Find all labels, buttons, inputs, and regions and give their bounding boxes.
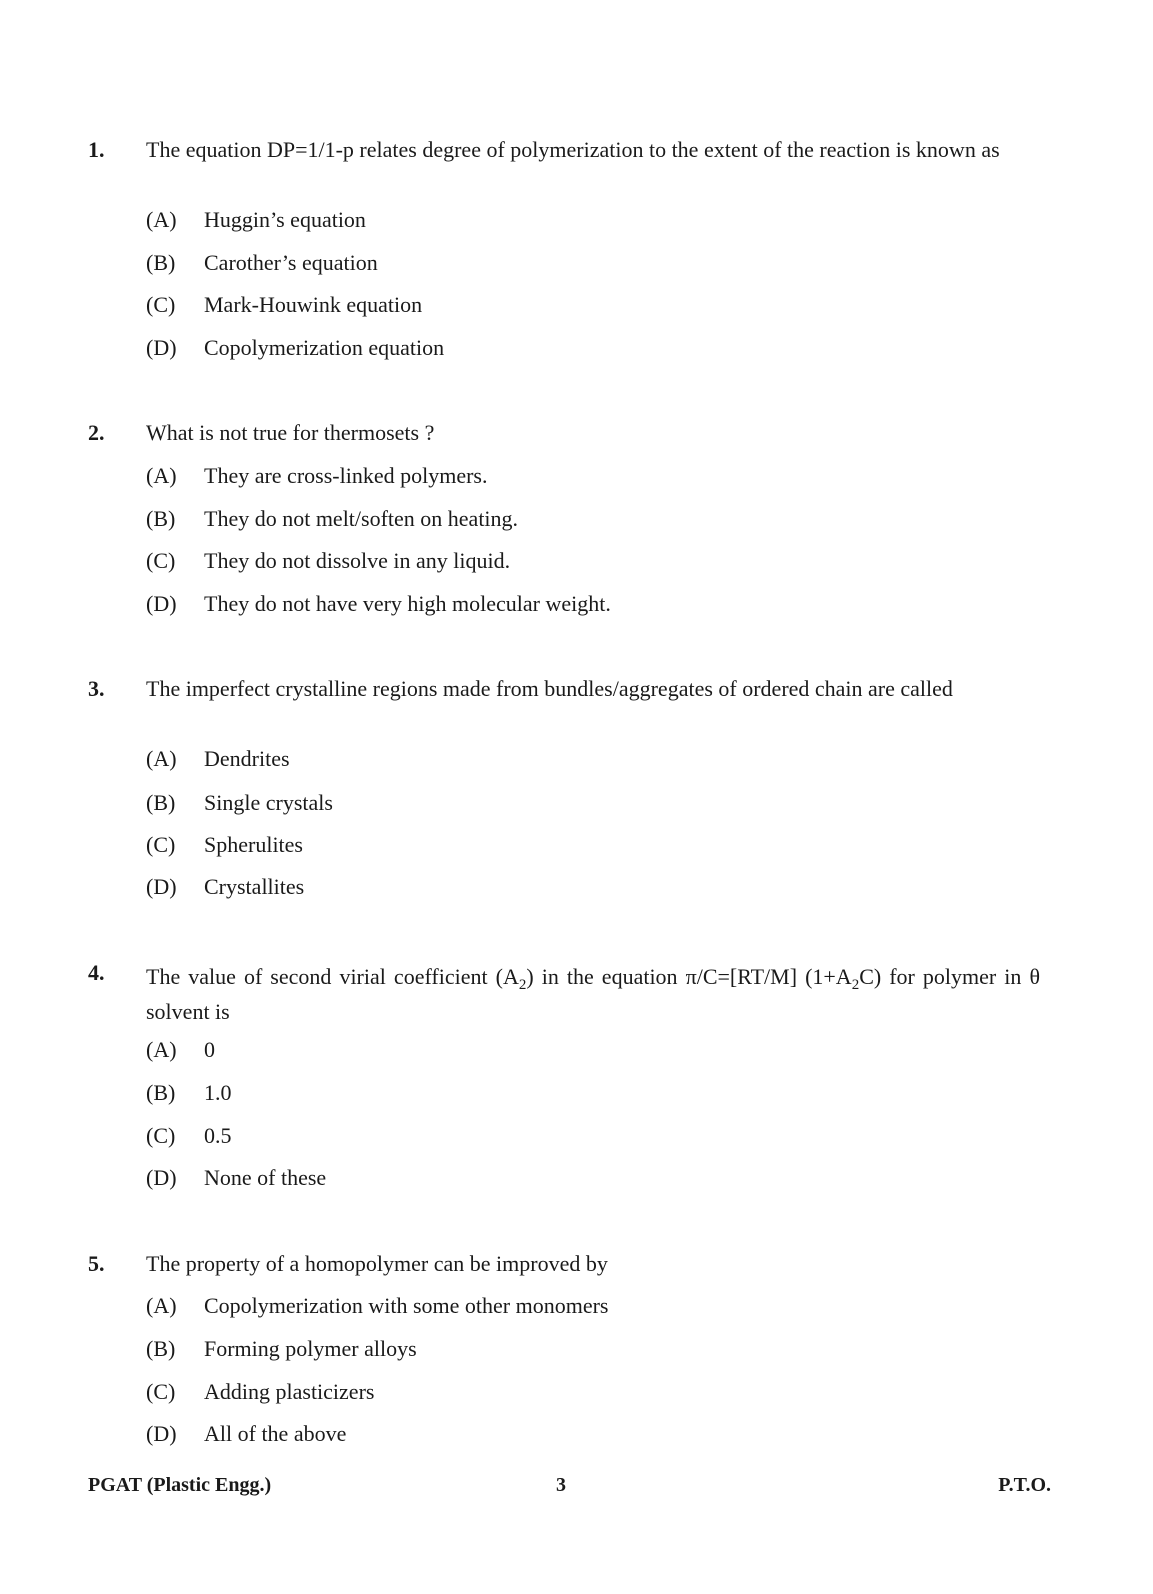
option-label: (B) <box>146 1336 176 1361</box>
option-3c <box>146 831 303 859</box>
option-label: (B) <box>146 1080 176 1105</box>
option-text: 0.5 <box>204 1123 232 1148</box>
option-text: Copolymerization with some other monomers <box>204 1293 609 1318</box>
question-2 <box>88 419 1040 447</box>
option-text: Carother’s equation <box>204 250 378 275</box>
question-text: What is not true for thermosets ? <box>146 420 435 445</box>
option-text: Single crystals <box>204 790 333 815</box>
option-3b <box>146 789 333 817</box>
option-label: (B) <box>146 250 176 275</box>
option-text: They are cross-linked polymers. <box>204 463 488 488</box>
question-text: The value of second virial coefficient $(A_2)$ in the equation π/C=[RT/M] $(1+A_2C)$ for polymer in θ solvent is <box>146 964 1040 1024</box>
option-2b <box>146 505 518 533</box>
option-label: (A) <box>146 207 177 232</box>
option-text: They do not have very high molecular weight. <box>204 591 611 616</box>
option-text: They do not dissolve in any liquid. <box>204 548 511 573</box>
option-text: Spherulites <box>204 832 303 857</box>
question-number: 3. <box>88 676 105 701</box>
question-number: 4. <box>88 960 105 985</box>
option-4c <box>146 1122 232 1150</box>
option-label: (C) <box>146 1123 176 1148</box>
option-text: None of these <box>204 1165 327 1190</box>
option-label: (C) <box>146 292 176 317</box>
option-label: (A) <box>146 463 177 488</box>
option-label: (D) <box>146 335 177 360</box>
option-4d <box>146 1164 326 1192</box>
option-1a <box>146 206 366 234</box>
option-label: (B) <box>146 790 176 815</box>
option-label: (D) <box>146 1165 177 1190</box>
page-number: 3 <box>556 1474 566 1496</box>
option-4a <box>146 1036 215 1064</box>
option-3a <box>146 745 290 773</box>
option-2d <box>146 590 611 618</box>
question-5 <box>88 1250 1040 1278</box>
question-text: The property of a homopolymer can be improved by <box>146 1251 608 1276</box>
option-5a <box>146 1292 609 1320</box>
option-text: 1.0 <box>204 1080 232 1105</box>
option-label: (A) <box>146 746 177 771</box>
option-3d <box>146 873 304 901</box>
option-5d <box>146 1420 346 1448</box>
option-text: All of the above <box>204 1421 347 1446</box>
option-label: (A) <box>146 1293 177 1318</box>
option-text: Huggin’s equation <box>204 207 366 232</box>
option-2c <box>146 547 510 575</box>
question-4 <box>88 959 1040 1029</box>
option-label: (A) <box>146 1037 177 1062</box>
option-label: (C) <box>146 548 176 573</box>
option-text: Crystallites <box>204 874 305 899</box>
option-2a <box>146 462 487 490</box>
question-text: The imperfect crystalline regions made from bundles/aggregates of ordered chain are called <box>146 676 953 701</box>
option-label: (B) <box>146 506 176 531</box>
option-label: (C) <box>146 1379 176 1404</box>
question-number: 1. <box>88 137 105 162</box>
page-footer <box>88 1471 1051 1499</box>
option-1d <box>146 334 444 362</box>
question-number: 2. <box>88 420 105 445</box>
option-text: Copolymerization equation <box>204 335 445 360</box>
option-1b <box>146 249 378 277</box>
footer-exam-code: PGAT (Plastic Engg.) <box>88 1474 272 1496</box>
question-1 <box>88 136 1040 164</box>
option-text: 0 <box>204 1037 215 1062</box>
option-5c <box>146 1378 374 1406</box>
option-text: Mark-Houwink equation <box>204 292 423 317</box>
option-text: Adding plasticizers <box>204 1379 375 1404</box>
footer-pto: P.T.O. <box>998 1474 1051 1496</box>
option-text: Forming polymer alloys <box>204 1336 417 1361</box>
question-text: The equation DP=1/1-p relates degree of polymerization to the extent of the reaction is known as <box>146 137 1000 162</box>
option-4b <box>146 1079 232 1107</box>
option-text: They do not melt/soften on heating. <box>204 506 519 531</box>
option-label: (C) <box>146 832 176 857</box>
option-label: (D) <box>146 591 177 616</box>
question-number: 5. <box>88 1251 105 1276</box>
option-5b <box>146 1335 417 1363</box>
option-text: Dendrites <box>204 746 290 771</box>
option-label: (D) <box>146 874 177 899</box>
option-1c <box>146 291 422 319</box>
option-label: (D) <box>146 1421 177 1446</box>
question-3 <box>88 675 1040 703</box>
